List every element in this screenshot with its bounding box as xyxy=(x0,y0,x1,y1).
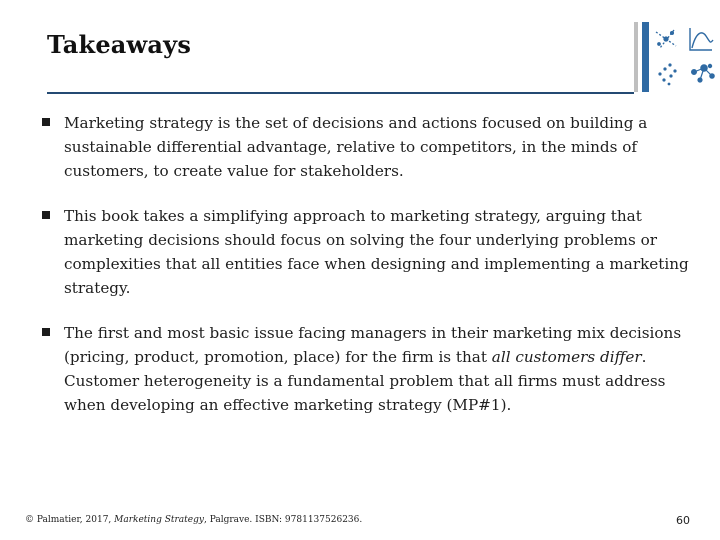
square-bullet-icon xyxy=(42,211,50,219)
bullet-text-emphasis: all customers differ xyxy=(491,348,642,366)
page-number: 60 xyxy=(676,514,690,527)
bullet-text: This book takes a simplifying approach to marketing strategy, arguing that marketing decisions should focus on solving the four underlying problems or complexities that all entities face when designing and implementing a marketing strategy. xyxy=(64,207,689,297)
scatter-cross-icon xyxy=(656,30,676,48)
dot-cluster-icon xyxy=(658,63,676,85)
citation-suffix: , Palgrave. ISBN: 9781137526236. xyxy=(203,515,363,525)
title-underline xyxy=(47,92,634,94)
curve-chart-icon xyxy=(690,28,713,50)
bullet-text: Marketing strategy is the set of decisions and actions focused on building a sustainable differential advantage, relative to competitors, in the minds of customers, to create value for stakeholders. xyxy=(64,114,648,180)
citation-prefix: © Palmatier, 2017, xyxy=(25,515,115,525)
bullet-item xyxy=(40,204,700,300)
logo-bar-blue xyxy=(642,22,649,92)
bullet-text-part: The first and most basic issue facing managers in their marketing mix decisions (pricing, product, promotion, place) for the firm is that xyxy=(64,324,682,366)
bullet-text-part: . Customer heterogeneity is a fundamental problem that all firms must address when developing an effective marketing strategy (MP#1). xyxy=(64,348,666,414)
citation-book-title: Marketing Strategy xyxy=(114,515,204,525)
bullet-list xyxy=(40,111,700,438)
bullet-item xyxy=(40,321,700,417)
citation-footer xyxy=(25,515,362,525)
square-bullet-icon xyxy=(42,118,50,126)
logo-bar-gray xyxy=(634,22,638,92)
network-icon xyxy=(692,64,715,82)
slide-title: Takeaways xyxy=(47,30,192,59)
logo-icons xyxy=(652,22,718,94)
bullet-item xyxy=(40,111,700,183)
square-bullet-icon xyxy=(42,328,50,336)
bullet-text xyxy=(64,321,700,417)
